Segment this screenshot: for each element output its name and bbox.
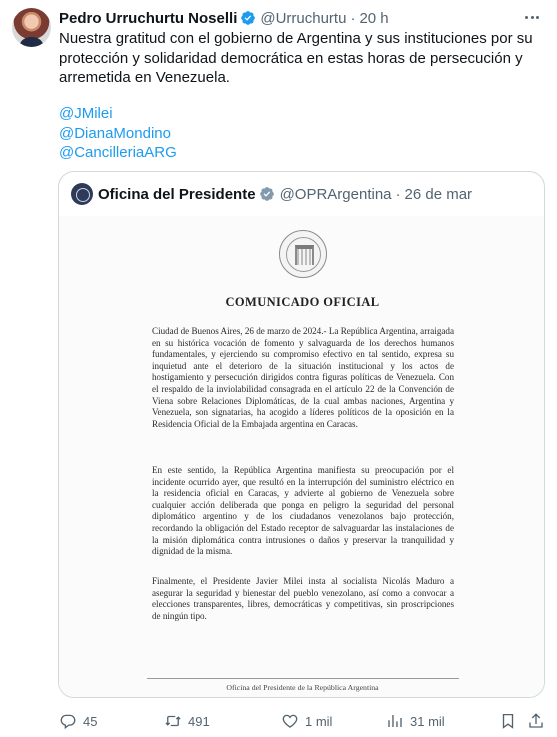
like-icon (281, 712, 299, 730)
author-handle[interactable]: @Urruchurtu (260, 9, 347, 27)
views-icon (386, 712, 404, 730)
quote-header (71, 184, 472, 204)
tweet-time[interactable]: 20 h (359, 9, 389, 27)
more-icon[interactable] (521, 8, 543, 26)
presidential-seal-icon (279, 230, 327, 278)
quote-author-name[interactable]: Oficina del Presidente (98, 185, 256, 203)
retweet-count: 491 (188, 713, 210, 729)
bookmark-icon (499, 712, 517, 730)
tweet-header (59, 8, 389, 28)
mention-link[interactable]: @CancilleriaARG (59, 144, 177, 161)
document-image[interactable] (59, 216, 545, 698)
retweet-button[interactable] (164, 711, 210, 731)
tweet-text: Nuestra gratitud con el gobierno de Argentina y sus instituciones por su protección y solidaridad democrática en estas horas de persecución y arremetida en Venezuela. (59, 30, 533, 86)
gov-badge-icon (259, 186, 275, 202)
quoted-tweet[interactable] (58, 171, 545, 698)
footer-divider (147, 678, 459, 679)
quote-avatar[interactable] (71, 183, 93, 205)
reply-button[interactable] (59, 711, 97, 731)
document-paragraph: Ciudad de Buenos Aires, 26 de marzo de 2024.- La República Argentina, arraigada en su histórica vocación de fomento y salvaguarda de los derechos humanos fundamentales, y ejerciendo su compromiso efectivo en tal sentido, expresa su inquietud ante el deterioro de la situación institucional y los actos de hostigamiento y persecución dirigidos contra figuras políticas de Venezuela. Con el respaldo de la inviolabilidad consagrada en el artículo 22 de la Convención de Viena sobre Relaciones Diplomáticas, de la cual ambas naciones, Argentina y Venezuela, son signatarias, ha acogido a líderes políticos de la oposición en la Residencia Oficial de la Embajada argentina en Caracas. (152, 326, 454, 429)
bookmark-button[interactable] (499, 711, 517, 731)
author-avatar[interactable] (12, 8, 51, 47)
views-button[interactable] (386, 711, 445, 731)
share-button[interactable] (527, 711, 545, 731)
author-name[interactable]: Pedro Urruchurtu Noselli (59, 9, 238, 27)
reply-count: 45 (83, 713, 98, 729)
document-paragraph: En este sentido, la República Argentina manifiesta su preocupación por el incidente ocurrido ayer, que resultó en la interrupción del suministro eléctrico en la residencia oficial en Caracas, y advierte al gobierno de Venezuela sobre cualquier acción deliberada que ponga en peligro la seguridad del personal diplomático argentino y de los ciudadanos venezolanos bajo protección, recordando la obligación del Estado receptor de salvaguardar las instalaciones de la misión diplomática contra intrusiones o daños y preservar la tranquilidad y dignidad de la misma. (152, 465, 454, 557)
reply-icon (59, 712, 77, 730)
mention-link[interactable]: @JMilei (59, 105, 113, 122)
document-title: COMUNICADO OFICIAL (225, 295, 380, 309)
like-count: 1 mil (305, 713, 333, 729)
retweet-icon (164, 712, 182, 730)
document-paragraph: Finalmente, el Presidente Javier Milei insta al socialista Nicolás Maduro a asegurar la seguridad y bienestar del pueblo venezolano, así como a convocar a elecciones transparentes, libres, democráticas y competitivas, sin proscripciones de ningún tipo. (152, 576, 454, 621)
separator-dot: · (395, 185, 401, 203)
share-icon (527, 712, 545, 730)
quote-time[interactable]: 26 de mar (404, 185, 473, 203)
action-bar (59, 711, 543, 731)
mention-link[interactable]: @DianaMondino (59, 124, 171, 142)
mentions (59, 104, 177, 163)
document-footer: Oficina del Presidente de la República Argentina (226, 683, 379, 692)
verified-badge-icon (240, 10, 256, 26)
separator-dot: · (350, 9, 356, 27)
like-button[interactable] (281, 711, 332, 731)
views-count: 31 mil (410, 713, 445, 729)
quote-author-handle[interactable]: @OPRArgentina (279, 185, 392, 203)
